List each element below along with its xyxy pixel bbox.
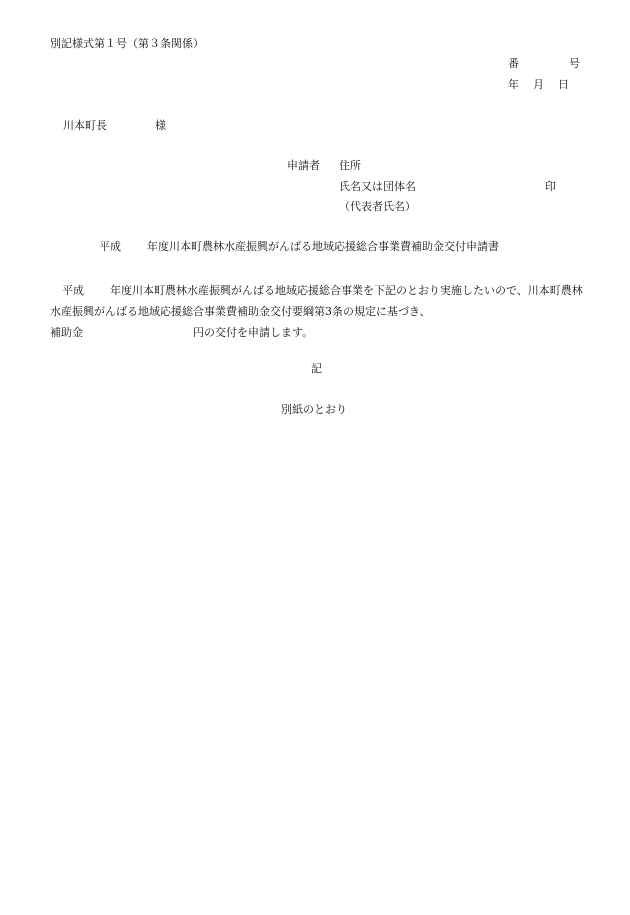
- subsidy-suffix: 円の交付を申請します。: [193, 326, 314, 339]
- body-paragraph: [50, 280, 584, 343]
- number-char: 番: [508, 57, 519, 70]
- ki-heading: 記: [311, 362, 322, 375]
- attachment-note: 別紙のとおり: [281, 403, 347, 416]
- seal-mark: 印: [545, 180, 556, 193]
- subsidy-label: 補助金: [50, 326, 83, 339]
- applicant-label: 申請者: [287, 159, 320, 172]
- document-number-line: [508, 57, 580, 71]
- address-label: 住所: [339, 159, 361, 172]
- name-label: 氏名又は団体名: [339, 180, 416, 193]
- title-text: 年度川本町農林水産振興がんばる地域応援総合事業費補助金交付申請書: [147, 240, 499, 253]
- title-era: 平成: [99, 240, 121, 253]
- addressee: [63, 119, 166, 133]
- representative-label: （代表者氏名）: [339, 200, 416, 213]
- month-label: 月: [533, 78, 544, 91]
- form-label: 別記様式第１号（第３条関係）: [50, 37, 204, 50]
- year-label: 年: [508, 78, 519, 91]
- document-title: [99, 240, 499, 254]
- body-era: 平成: [62, 284, 84, 297]
- addressee-honorific: 様: [155, 119, 166, 132]
- body-line: 年度川本町農林水産振興がんばる地域応援総合事業を下記のとおり実施したいので、川本町農林水産振興がんばる地域応援総合事業費補助金交付要綱第3条の規定に基づき、: [50, 284, 583, 318]
- day-label: 日: [558, 78, 569, 91]
- addressee-name: 川本町長: [63, 119, 107, 132]
- number-suffix: 号: [569, 57, 580, 70]
- date-line: [508, 78, 569, 92]
